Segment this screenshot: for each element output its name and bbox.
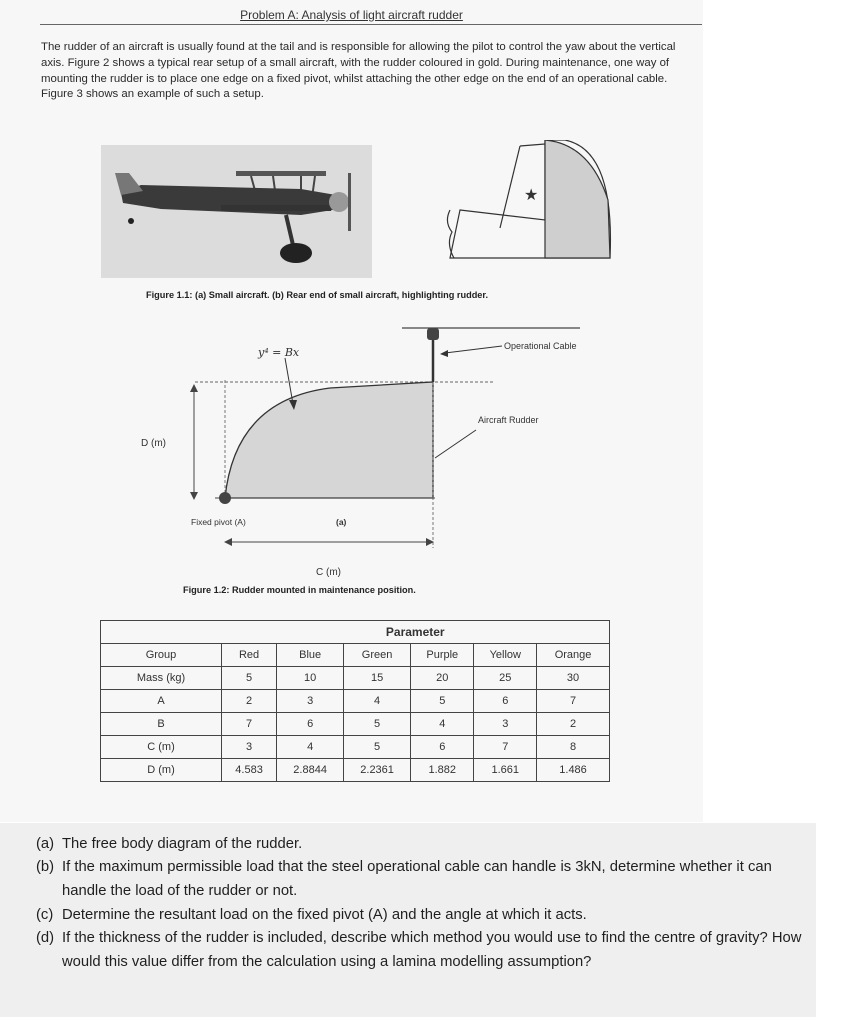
figure1-caption: Figure 1.1: (a) Small aircraft. (b) Rear end of small aircraft, highlighting rudder. (146, 290, 489, 300)
group-orange: Orange (537, 644, 610, 667)
table-cell: 25 (474, 667, 537, 690)
lower-wing (221, 205, 331, 211)
table-cell: 3 (474, 713, 537, 736)
engine-cowl (329, 192, 349, 212)
question-a (36, 833, 807, 857)
table-cell: 1.661 (474, 759, 537, 782)
questions-panel (0, 823, 816, 1017)
table-cell: 3 (222, 736, 277, 759)
table-cell: 4 (277, 736, 344, 759)
table-cell: 6 (411, 736, 474, 759)
question-key: (b) (36, 859, 55, 875)
table-cell: 10 (277, 667, 344, 690)
table-cell: 3 (277, 690, 344, 713)
table-cell: 5 (411, 690, 474, 713)
question-text: If the maximum permissible load that the steel operational cable can handle is 3kN, determine whether it can handle the load of the rudder or not. (62, 859, 772, 899)
rudder-lamina (225, 382, 433, 498)
table-row (101, 736, 610, 759)
aircraft-photo (101, 145, 372, 278)
intro-paragraph: The rudder of an aircraft is usually found at the tail and is responsible for allowing the pilot to control the yaw about the vertical axis. Figure 2 shows a typical rear setup of a small aircraft, with the rudder coloured in gold. During maintenance, one way of mounting the rudder is to place one edge on a fixed pivot, whilst attaching the other edge on the end of an operational cable. Figure 3 shows an example of such a setup. (41, 41, 676, 101)
row-label: D (m) (101, 759, 222, 782)
table-cell: 30 (537, 667, 610, 690)
figure2-caption: Figure 1.2: Rudder mounted in maintenance position. (183, 585, 416, 595)
table-cell: 2 (222, 690, 277, 713)
c-dimension-label: C (m) (316, 567, 341, 578)
table-row (101, 690, 610, 713)
group-green: Green (344, 644, 411, 667)
table-cell: 7 (222, 713, 277, 736)
fixed-pivot-marker (219, 492, 231, 504)
curve-equation: y⁴ = Bx (258, 346, 300, 359)
parameter-header: Parameter (222, 621, 610, 644)
fixed-pivot-label: Fixed pivot (A) (191, 517, 246, 527)
row-label: B (101, 713, 222, 736)
table-cell: 5 (344, 713, 411, 736)
table-row (101, 644, 610, 667)
table-cell: 7 (537, 690, 610, 713)
table-cell: 2.8844 (277, 759, 344, 782)
cable-attachment (427, 328, 439, 340)
break-line (447, 210, 454, 258)
tail-wheel (128, 218, 134, 224)
aircraft-illustration (101, 145, 372, 278)
table-row (101, 667, 610, 690)
aircraft-rudder-label: Aircraft Rudder (478, 415, 539, 425)
question-d (36, 927, 807, 974)
main-wheel (280, 243, 312, 263)
question-key: (d) (36, 930, 55, 946)
question-key: (c) (36, 907, 54, 923)
row-label: A (101, 690, 222, 713)
group-yellow: Yellow (474, 644, 537, 667)
table-cell: 4 (344, 690, 411, 713)
d-dimension-label: D (m) (141, 438, 166, 449)
operational-cable-label: Operational Cable (504, 341, 577, 351)
question-b (36, 856, 807, 903)
rear-end-sketch (420, 140, 620, 265)
table-cell: 6 (474, 690, 537, 713)
propeller (348, 173, 351, 231)
table-cell: 4.583 (222, 759, 277, 782)
group-label: Group (101, 644, 222, 667)
table-cell: 7 (474, 736, 537, 759)
question-text: Determine the resultant load on the fixed pivot (A) and the angle at which it acts. (62, 907, 587, 923)
subfigure-a-label: (a) (336, 517, 347, 527)
table-cell: 6 (277, 713, 344, 736)
table-cell: 2.2361 (344, 759, 411, 782)
table-cell: 5 (344, 736, 411, 759)
question-c (36, 904, 807, 928)
group-blue: Blue (277, 644, 344, 667)
problem-title: Problem A: Analysis of light aircraft rudder (240, 8, 463, 22)
question-text: The free body diagram of the rudder. (62, 836, 303, 852)
title-rule (40, 24, 702, 25)
row-label: C (m) (101, 736, 222, 759)
upper-wing (236, 171, 326, 176)
group-red: Red (222, 644, 277, 667)
table-cell: 2 (537, 713, 610, 736)
rudder-shape (545, 140, 610, 258)
question-key: (a) (36, 836, 55, 852)
table-header-row (101, 621, 610, 644)
table-cell: 4 (411, 713, 474, 736)
table-row (101, 759, 610, 782)
star-icon: ★ (524, 185, 539, 204)
row-label: Mass (kg) (101, 667, 222, 690)
question-text: If the thickness of the rudder is included, describe which method you would use to find the centre of gravity? How would this value differ from the calculation using a lamina modelling assumption? (62, 930, 802, 970)
table-row (101, 713, 610, 736)
table-cell: 5 (222, 667, 277, 690)
parameter-table (100, 620, 610, 782)
table-cell: 1.486 (537, 759, 610, 782)
group-purple: Purple (411, 644, 474, 667)
table-cell: 20 (411, 667, 474, 690)
table-cell: 15 (344, 667, 411, 690)
table-cell: 8 (537, 736, 610, 759)
table-cell: 1.882 (411, 759, 474, 782)
